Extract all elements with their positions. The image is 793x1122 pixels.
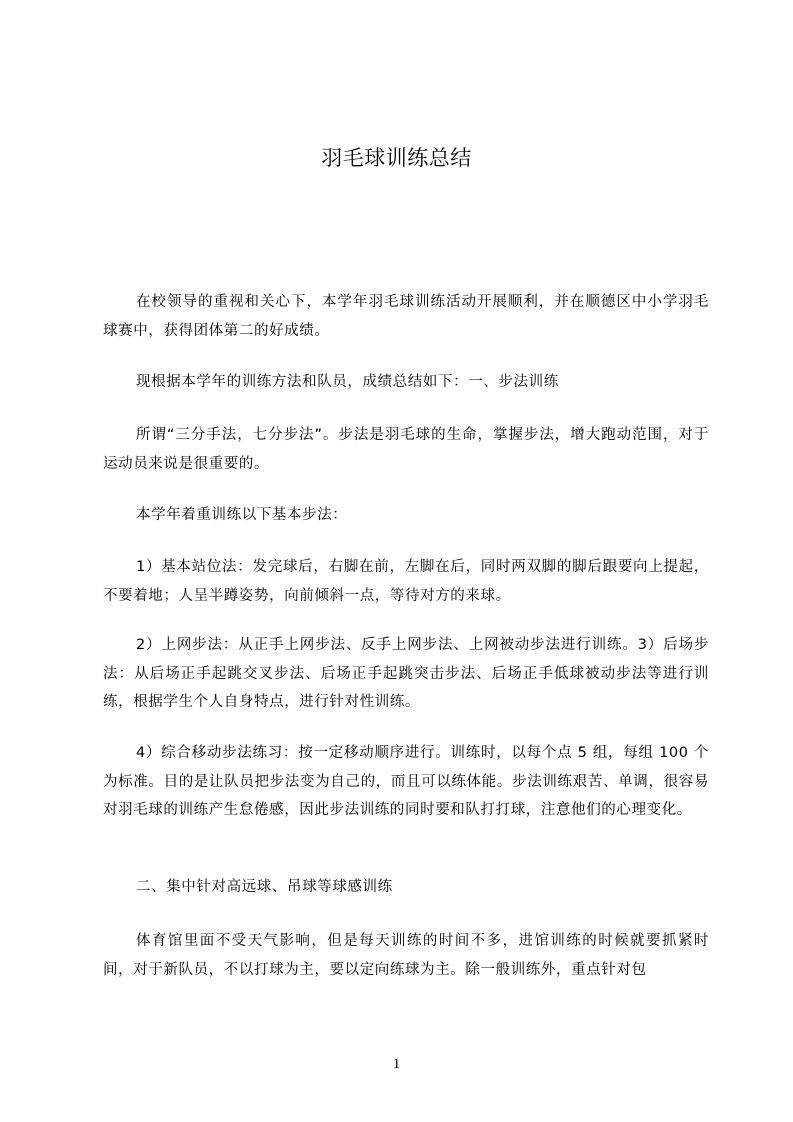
page-number: 1 bbox=[392, 1056, 401, 1072]
document-title: 羽毛球训练总结 bbox=[321, 146, 472, 170]
paragraph-basic-footwork-lead: 本学年着重训练以下基本步法： bbox=[136, 507, 348, 523]
paragraph-summary-lead: 现根据本学年的训练方法和队员，成绩总结如下：一、步法训练 bbox=[136, 374, 559, 390]
paragraph-stance: 1）基本站位法：发完球后，右脚在前，左脚在后，同时两双脚的脚后跟要向上提起，不要着地；人呈半蹲姿势，向前倾斜一点，等待对方的来球。 bbox=[103, 559, 709, 604]
paragraph-footwork-importance: 所谓“三分手法，七分步法”。步法是羽毛球的生命，掌握步法，增大跑动范围，对于运动员来说是很重要的。 bbox=[103, 427, 709, 472]
paragraph-section-two-heading: 二、集中针对高远球、吊球等球感训练 bbox=[136, 879, 393, 895]
paragraph-gym-training: 体育馆里面不受天气影响，但是每天训练的时间不多，进馆训练的时候就要抓紧时间，对于新队员，不以打球为主，要以定向练球为主。除一般训练外，重点针对包 bbox=[103, 933, 709, 978]
paragraph-intro: 在校领导的重视和关心下，本学年羽毛球训练活动开展顺利，并在顺德区中小学羽毛球赛中，获得团体第二的好成绩。 bbox=[103, 294, 709, 339]
paragraph-combined-footwork: 4）综合移动步法练习：按一定移动顺序进行。训练时，以每个点 5 组，每组 100 个为标准。目的是让队员把步法变为自己的，而且可以练体能。步法训练艰苦、单调，很容易对羽毛球的训练产生怠倦感，因此步法训练的同时要和队打打球，注意他们的心理变化。 bbox=[103, 745, 709, 818]
paragraph-net-and-back-footwork: 2）上网步法：从正手上网步法、反手上网步法、上网被动步法进行训练。3）后场步法：从后场正手起跳交叉步法、后场正手起跳突击步法、后场正手低球被动步法等进行训练，根据学生个人自身特点，进行针对性训练。 bbox=[103, 637, 709, 710]
